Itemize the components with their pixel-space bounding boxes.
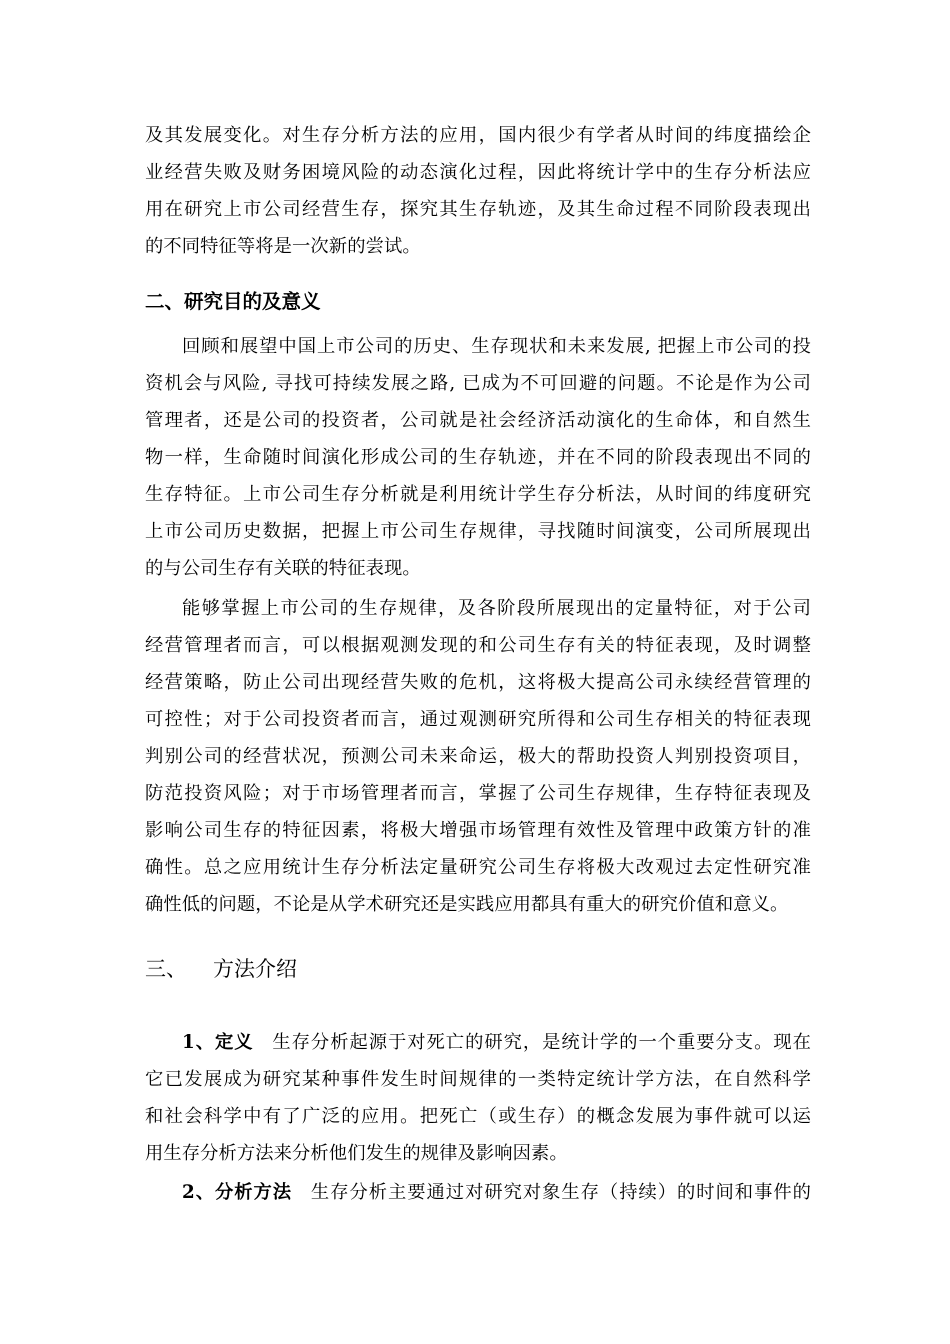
paragraph-line [145,1024,811,1061]
paragraph-line [145,1174,811,1211]
paragraph-line: 用生存分析方法来分析他们发生的规律及影响因素。 [145,1143,568,1164]
section-number: 三、 [145,957,187,981]
paragraph-line: 经营管理者而言，可以根据观测发现的和公司生存有关的特征表现，及时调整 [145,635,811,656]
analysis-method-label: 2、分析方法 [182,1182,293,1203]
section-heading-research-purpose: 二、研究目的及意义 [145,290,321,313]
intro-paragraph [145,117,811,265]
paragraph-line: 防范投资风险；对于市场管理者而言，掌握了公司生存规律，生存特征表现及 [145,783,811,804]
paragraph-line: 的不同特征等将是一次新的尝试。 [145,236,421,257]
paragraph-line: 生存特征。上市公司生存分析就是利用统计学生存分析法，从时间的纬度研究 [145,484,811,505]
definition-paragraph [145,1024,811,1172]
paragraph-line: 和社会科学中有了广泛的应用。把死亡（或生存）的概念发展为事件就可以运 [145,1106,811,1127]
paragraph-line: 的与公司生存有关联的特征表现。 [145,558,421,579]
paragraph-line: 经营策略，防止公司出现经营失败的危机，这将极大提高公司永续经营管理的 [145,672,811,693]
paragraph-line: 回顾和展望中国上市公司的历史、生存现状和未来发展, 把握上市公司的投 [182,336,811,357]
paragraph-line: 物一样，生命随时间演化形成公司的生存轨迹，并在不同的阶段表现出不同的 [145,447,811,468]
section-heading-method-intro [145,953,297,983]
paragraph-line: 它已发展成为研究某种事件发生时间规律的一类特定统计学方法，在自然科学 [145,1069,811,1090]
paragraph-line: 业经营失败及财务困境风险的动态演化过程，因此将统计学中的生存分析法应 [145,162,811,183]
paragraph-line: 用在研究上市公司经营生存，探究其生存轨迹，及其生命过程不同阶段表现出 [145,199,811,220]
definition-first-line: 生存分析起源于对死亡的研究，是统计学的一个重要分支。现在 [271,1032,811,1053]
paragraph-line: 确性低的问题，不论是从学术研究还是实践应用都具有重大的研究价值和意义。 [145,894,789,915]
section-title: 方法介绍 [213,957,297,981]
definition-label: 1、定义 [182,1032,254,1053]
paragraph-line: 可控性；对于公司投资者而言，通过观测研究所得和公司生存相关的特征表现 [145,709,811,730]
paragraph-line: 管理者，还是公司的投资者，公司就是社会经济活动演化的生命体，和自然生 [145,410,811,431]
section2-paragraph-2 [145,590,811,923]
paragraph-line: 及其发展变化。对生存分析方法的应用，国内很少有学者从时间的纬度描绘企 [145,125,811,146]
paragraph-line: 能够掌握上市公司的生存规律，及各阶段所展现出的定量特征，对于公司 [182,598,811,619]
paragraph-line: 确性。总之应用统计生存分析法定量研究公司生存将极大改观过去定性研究准 [145,857,811,878]
paragraph-line: 资机会与风险, 寻找可持续发展之路, 已成为不可回避的问题。不论是作为公司 [145,373,811,394]
paragraph-line: 上市公司历史数据，把握上市公司生存规律，寻找随时间演变，公司所展现出 [145,521,811,542]
paragraph-line: 影响公司生存的特征因素，将极大增强市场管理有效性及管理中政策方针的准 [145,820,811,841]
paragraph-line: 判别公司的经营状况，预测公司未来命运，极大的帮助投资人判别投资项目， [145,746,811,767]
analysis-method-first-line: 生存分析主要通过对研究对象生存（持续）的时间和事件的 [310,1182,811,1203]
analysis-method-paragraph [145,1174,811,1211]
section2-paragraph-1 [145,328,811,587]
